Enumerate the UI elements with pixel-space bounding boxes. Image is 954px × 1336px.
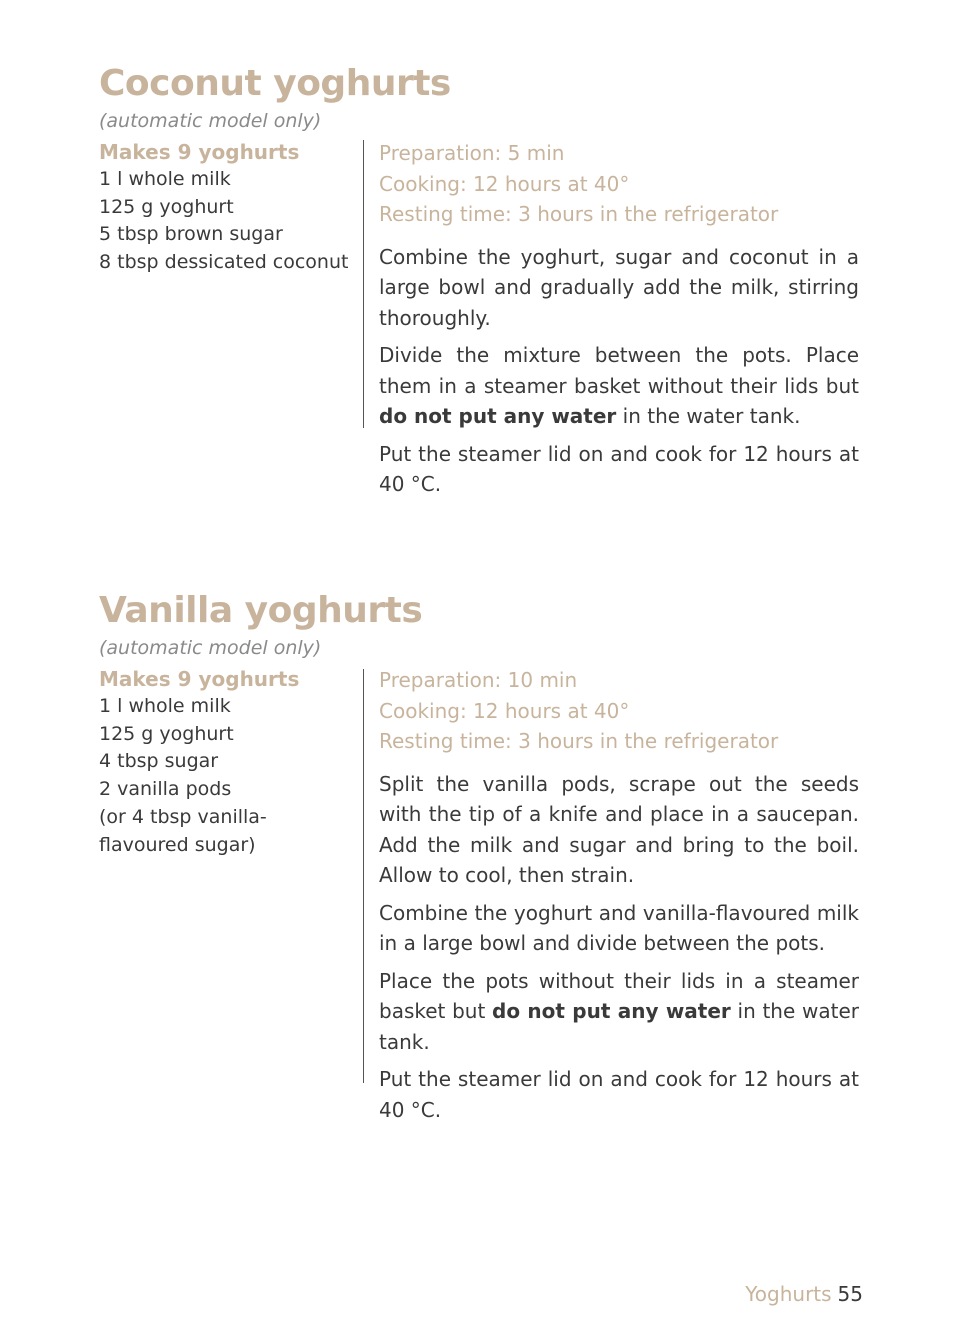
method-step: Put the steamer lid on and cook for 12 hours at 40 °C.: [379, 441, 859, 496]
recipe-vanilla: [99, 589, 859, 1122]
resting-time: Resting time: 3 hours in the refrigerator: [379, 202, 779, 226]
ingredients-column: [99, 138, 349, 277]
method-step: Put the steamer lid on and cook for 12 hours at 40 °C.: [379, 1067, 859, 1122]
preparation-time: Preparation: 10 min: [379, 668, 578, 692]
method-step: Divide the mixture between the pots. Place them in a steamer basket without their lids but do not put any water in the water tank.: [379, 343, 859, 428]
recipe-subtitle: (automatic model only): [99, 637, 322, 659]
method-step: Place the pots without their lids in a steamer basket but do not put any water in the water tank.: [379, 968, 859, 1054]
ingredient-item: 5 tbsp brown sugar: [99, 223, 283, 246]
page-number: 55: [837, 1282, 863, 1306]
ingredient-item: (or 4 tbsp vanilla-flavoured sugar): [99, 805, 267, 856]
method-column: [379, 138, 859, 507]
ingredient-item: 125 g yoghurt: [99, 722, 234, 745]
recipe-coconut: [99, 62, 859, 496]
column-divider: [363, 669, 364, 1083]
ingredients-column: [99, 665, 349, 859]
section-name: Yoghurts: [745, 1282, 832, 1306]
ingredient-item: 8 tbsp dessicated coconut: [99, 251, 349, 274]
timing-info: [379, 138, 859, 230]
page-footer: [745, 1282, 863, 1306]
emphasis: do not put any water: [379, 404, 617, 428]
resting-time: Resting time: 3 hours in the refrigerator: [379, 729, 779, 753]
recipe-subtitle: (automatic model only): [99, 110, 322, 132]
cooking-time: Cooking: 12 hours at 40°: [379, 698, 630, 723]
ingredient-item: 2 vanilla pods: [99, 778, 232, 801]
ingredient-item: 1 l whole milk: [99, 168, 231, 190]
ingredient-item: 1 l whole milk: [99, 695, 231, 717]
yield-label: Makes 9 yoghurts: [99, 140, 300, 164]
method-column: [379, 665, 859, 1132]
method-step: Combine the yoghurt and vanilla-flavoured milk in a large bowl and divide between the pots.: [379, 900, 859, 955]
recipe-title: Coconut yoghurts: [99, 63, 451, 104]
ingredient-list: [99, 166, 349, 277]
ingredient-item: 125 g yoghurt: [99, 195, 234, 218]
method-step: Combine the yoghurt, sugar and coconut in a large bowl and gradually add the milk, stirring thoroughly.: [379, 244, 859, 330]
emphasis: do not put any water: [492, 999, 731, 1023]
method-step: Split the vanilla pods, scrape out the seeds with the tip of a knife and place in a saucepan. Add the milk and sugar and bring to the boil. Allow to cool, then strain.: [379, 771, 859, 887]
ingredient-item: 4 tbsp sugar: [99, 750, 219, 773]
timing-info: [379, 665, 859, 757]
cooking-time: Cooking: 12 hours at 40°: [379, 171, 630, 196]
ingredient-list: [99, 693, 349, 859]
column-divider: [363, 140, 364, 428]
preparation-time: Preparation: 5 min: [379, 141, 565, 165]
recipe-title: Vanilla yoghurts: [99, 590, 423, 631]
yield-label: Makes 9 yoghurts: [99, 667, 300, 691]
